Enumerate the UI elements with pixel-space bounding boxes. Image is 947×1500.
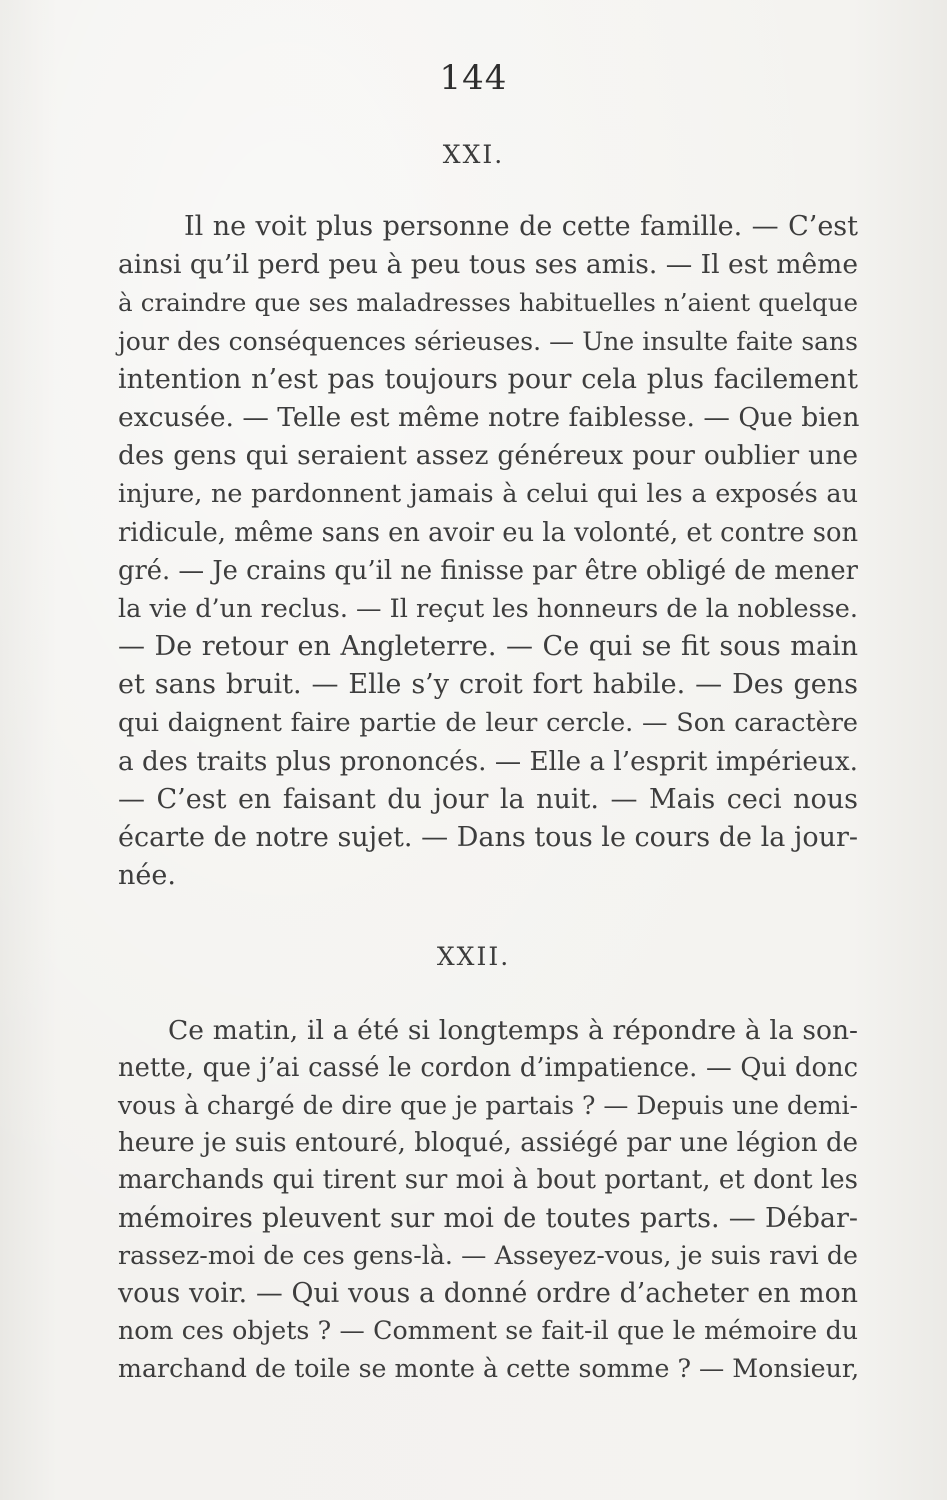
text-line: a des traits plus prononcés. — Elle a l’esprit impérieux.	[118, 746, 858, 777]
text-line: écarte de notre sujet. — Dans tous le cours de la jour-	[118, 822, 858, 853]
text-line: heure je suis entouré, bloqué, assiégé par une légion de	[118, 1127, 858, 1158]
text-line: — C’est en faisant du jour la nuit. — Mais ceci nous	[118, 783, 858, 815]
text-line: intention n’est pas toujours pour cela plus facilement	[118, 363, 858, 395]
section-body-xxii	[118, 1012, 858, 1387]
text-line: Ce matin, il a été si longtemps à répondre à la son-	[168, 1015, 858, 1046]
text-line: injure, ne pardonnent jamais à celui qui les a exposés au	[118, 479, 858, 510]
text-line: rassez-moi de ces gens-là. — Asseyez-vous, je suis ravi de	[118, 1241, 858, 1270]
page-number: 144	[439, 58, 508, 98]
text-line: et sans bruit. — Elle s’y croit fort habile. — Des gens	[118, 669, 858, 701]
text-line: née.	[118, 860, 176, 892]
text-line: qui daignent faire partie de leur cercle. — Son caractère	[118, 708, 858, 739]
section-body-xxi	[118, 208, 858, 895]
text-line: vous à chargé de dire que je partais ? — Depuis une demi-	[118, 1091, 858, 1120]
text-line: excusée. — Telle est même notre faiblesse. — Que bien	[118, 401, 860, 433]
text-line: vous voir. — Qui vous a donné ordre d’acheter en mon	[118, 1277, 858, 1309]
text-line: ridicule, même sans en avoir eu la volonté, et contre son	[118, 517, 859, 548]
text-line: jour des conséquences sérieuses. — Une insulte faite sans	[118, 326, 858, 356]
text-line: gré. — Je crains qu’il ne finisse par être obligé de mener	[118, 555, 858, 586]
section-heading-xxii: XXII.	[436, 942, 511, 971]
text-line: des gens qui seraient assez généreux pour oublier une	[118, 440, 858, 472]
text-line: mémoires pleuvent sur moi de toutes parts. — Débar-	[118, 1202, 858, 1234]
text-line: à craindre que ses maladresses habituelles n’aient quelque	[118, 288, 858, 318]
text-line: marchands qui tirent sur moi à bout portant, et dont les	[118, 1165, 858, 1195]
text-line: — De retour en Angleterre. — Ce qui se fit sous main	[118, 631, 858, 663]
text-line: marchand de toile se monte à cette somme ? — Monsieur,	[118, 1353, 860, 1383]
text-line: la vie d’un reclus. — Il reçut les honneurs de la noblesse.	[118, 593, 858, 624]
text-line: Il ne voit plus personne de cette famille. — C’est	[184, 211, 858, 242]
text-line: ainsi qu’il perd peu à peu tous ses amis. — Il est même	[118, 249, 858, 281]
text-line: nom ces objets ? — Comment se fait-il que le mémoire du	[118, 1316, 858, 1345]
section-heading-xxi: XXI.	[442, 140, 505, 169]
text-line: nette, que j’ai cassé le cordon d’impatience. — Qui donc	[118, 1052, 858, 1083]
